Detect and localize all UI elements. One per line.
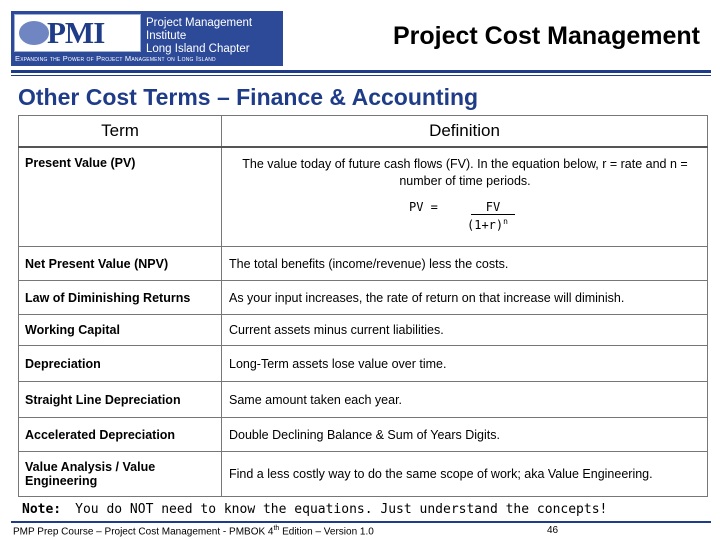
pmi-letters: PMI bbox=[47, 15, 105, 50]
formula-numerator: FV bbox=[471, 200, 515, 215]
term-cell: Accelerated Depreciation bbox=[19, 418, 222, 452]
table-row bbox=[19, 452, 708, 497]
table-row bbox=[19, 247, 708, 281]
definition-cell: Find a less costly way to do the same scope of work; aka Value Engineering. bbox=[222, 452, 708, 497]
pmi-logo bbox=[11, 11, 283, 66]
slide-subtitle: Other Cost Terms – Finance & Accounting bbox=[18, 84, 479, 110]
footer-text-after: Edition – Version 1.0 bbox=[279, 526, 374, 538]
definition-cell: Double Declining Balance & Sum of Years Digits. bbox=[222, 418, 708, 452]
definition-cell: Same amount taken each year. bbox=[222, 382, 708, 418]
globe-icon bbox=[19, 21, 49, 45]
definition-cell: Long-Term assets lose value over time. bbox=[222, 346, 708, 382]
header-rule-thin bbox=[11, 75, 711, 76]
logo-tagline: Expanding the Power of Project Management on Long Island bbox=[15, 54, 216, 63]
definition-cell: As your input increases, the rate of return on that increase will diminish. bbox=[222, 281, 708, 315]
footer-text bbox=[13, 525, 374, 537]
note-text: You do NOT need to know the equations. Just understand the concepts! bbox=[75, 502, 608, 517]
definition-cell bbox=[222, 147, 708, 247]
footer-sup: th bbox=[273, 525, 280, 532]
term-cell: Present Value (PV) bbox=[19, 147, 222, 247]
term-cell: Working Capital bbox=[19, 315, 222, 346]
formula-lhs: PV = bbox=[409, 200, 438, 214]
institute-line-1: Project Management Institute bbox=[146, 17, 253, 42]
pv-formula bbox=[229, 200, 701, 232]
pv-definition-text: The value today of future cash flows (FV). In the equation below, r = rate and n = number of time periods. bbox=[242, 157, 688, 188]
term-cell: Net Present Value (NPV) bbox=[19, 247, 222, 281]
term-cell: Straight Line Depreciation bbox=[19, 382, 222, 418]
institute-name bbox=[146, 17, 283, 56]
column-header-definition: Definition bbox=[222, 116, 708, 148]
table-row bbox=[19, 346, 708, 382]
term-cell: Depreciation bbox=[19, 346, 222, 382]
footer-rule bbox=[11, 521, 711, 523]
table-row bbox=[19, 315, 708, 346]
table-header-row bbox=[19, 116, 708, 148]
table-row bbox=[19, 147, 708, 247]
page-number: 46 bbox=[547, 525, 559, 536]
note bbox=[22, 500, 607, 517]
formula-exponent: n bbox=[503, 217, 508, 226]
column-header-term: Term bbox=[19, 116, 222, 148]
formula-base: (1+r) bbox=[467, 218, 504, 232]
terms-table bbox=[18, 115, 708, 497]
definition-cell: Current assets minus current liabilities. bbox=[222, 315, 708, 346]
table-row bbox=[19, 382, 708, 418]
institute-line-2: Long Island Chapter bbox=[146, 43, 250, 55]
term-cell: Value Analysis / Value Engineering bbox=[19, 452, 222, 497]
footer-text-before: PMP Prep Course – Project Cost Management - PMBOK 4 bbox=[13, 526, 274, 538]
slide-title: Project Cost Management bbox=[392, 22, 700, 50]
definition-cell: The total benefits (income/revenue) less the costs. bbox=[222, 247, 708, 281]
note-label: Note: bbox=[22, 502, 62, 517]
term-cell: Law of Diminishing Returns bbox=[19, 281, 222, 315]
pmi-logo-mark bbox=[14, 14, 141, 52]
table-row bbox=[19, 281, 708, 315]
table-row bbox=[19, 418, 708, 452]
formula-denominator bbox=[467, 217, 508, 232]
header-rule bbox=[11, 70, 711, 73]
